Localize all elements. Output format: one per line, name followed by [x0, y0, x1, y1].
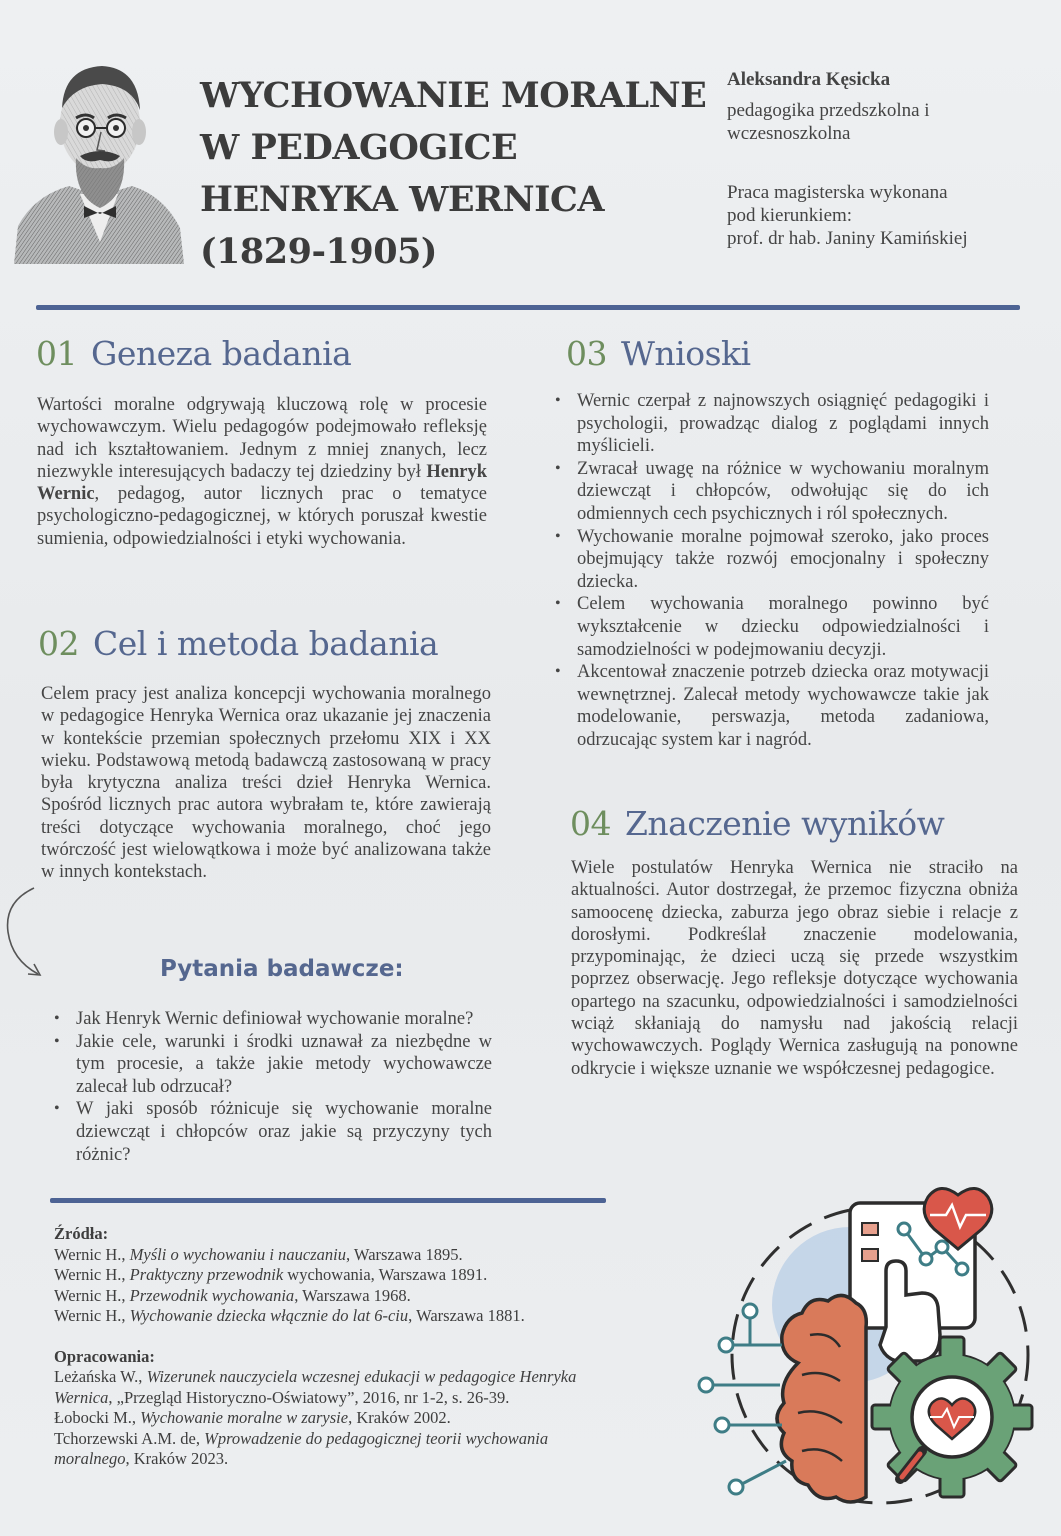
section-title: Geneza badania — [91, 334, 352, 373]
author-name: Aleksandra Kęsicka — [727, 69, 891, 90]
section-title: Znaczenie wyników — [625, 804, 945, 843]
list-item: • Celem wychowania moralnego powinno być wykształcenie w dziecku odpowiedzialności i samodzielności w podejmowaniu decyzji. — [555, 593, 989, 661]
study-item — [54, 1367, 624, 1408]
title-line: (1829-1905) — [200, 231, 437, 272]
text-span: , „Przegląd Historyczno-Oświatowy”, 2016, nr 1-2, s. 26-39. — [108, 1387, 510, 1407]
text-span: Leżańska W., — [54, 1367, 147, 1386]
book-title: Wychowanie moralne w zarysie — [140, 1408, 349, 1427]
highlight-name: Henryk Wernic — [37, 461, 487, 505]
sources-block — [54, 1224, 644, 1470]
list-item: • Akcentował znaczenie potrzeb dziecka oraz motywacji wewnętrznej. Zalecał metody wychowawcze takie jak modelowanie, perswazja, metoda zadaniowa, odrzucając system kar i nagród. — [555, 661, 989, 751]
section-01-text — [37, 394, 487, 550]
text-span: , pedagog, autor licznych prac o tematyce psychologiczno-pedagogicznej, w których poruszał kwestie sumienia, odpowiedzialności i etyki wychowania. — [37, 484, 487, 549]
sources-label: Źródła: — [54, 1224, 109, 1243]
text-span: Wartości moralne odgrywają kluczową rolę w procesie wychowawczym. Wielu pedagogów podejmowało refleksję nad ich kształtowaniem. Jednym z mniej znanych, lecz niezwykle interesujących badaczy tej dziedziny był — [37, 395, 487, 482]
author-block — [727, 68, 1047, 250]
studies-label: Opracowania: — [54, 1346, 155, 1366]
section-02-heading — [38, 624, 438, 663]
list-item: • Jak Henryk Wernic definiował wychowanie moralne? — [54, 1008, 492, 1031]
text-span: Wernic H., — [54, 1265, 130, 1284]
book-title: Wprowadzenie do pedagogicznej teorii wychowania moralnego — [54, 1428, 549, 1468]
source-item — [54, 1286, 644, 1307]
source-item — [54, 1265, 644, 1286]
book-title: Przewodnik wychowania — [129, 1285, 295, 1305]
section-04-text: Wiele postulatów Henryka Wernica nie straciło na aktualności. Autor dostrzegał, że przemoc fizyczna obniża samoocenę dziecka, zaburza jego obraz siebie i relacje z dorosłymi. Podkreślał znaczenie modelowania, przypominając, że dzieci uczą się przede wszystkim poprzez obserwację. Jego refleksje dotyczące wychowania opartego na szacunku, odpowiedzialności i samodzielności wciąż skłaniają do namysłu nad jakością relacji wychowawczych. Poglądy Wernica zasługują na ponowne odkrycie i większe uznanie we współczesnej pedagogice. — [571, 858, 1018, 1079]
list-item: • Wychowanie moralne pojmował szeroko, jako proces obejmujący także rozwój emocjonalny i społeczny dziecka. — [555, 526, 989, 594]
text-span: , Warszawa 1881. — [408, 1306, 525, 1325]
source-item — [54, 1245, 644, 1266]
thesis-line: pod kierunkiem: — [727, 205, 853, 226]
text-span: , Warszawa 1895. — [345, 1244, 463, 1264]
text-span: wychowania, Warszawa 1891. — [283, 1265, 488, 1284]
section-02-text: Celem pracy jest analiza koncepcji wychowania moralnego w pedagogice Henryka Wernica oraz ukazanie jej znaczenia w kontekście przemian społecznych przełomu XIX i XX wieku. Podstawową metodą badawczą zastosowaną w pracy była krytyczna analiza treści dzieł Henryka Wernica. Spośród licznych prac autora wybrałam te, które zawierają treści dotyczące wychowania moralnego, choć jego twórczość jest wielowątkowa i może być analizowana także w innych kontekstach. — [41, 684, 491, 883]
section-03-heading — [566, 334, 751, 373]
conclusions-list — [555, 390, 989, 752]
text-span: Łobocki M., — [54, 1408, 141, 1427]
section-number: 02 — [38, 624, 79, 663]
thesis-line: prof. dr hab. Janiny Kamińskiej — [727, 228, 968, 249]
title-line: W PEDAGOGICE — [200, 127, 518, 168]
portrait-icon — [14, 46, 184, 264]
section-number: 04 — [570, 804, 611, 843]
section-04-heading — [570, 804, 944, 843]
text-span: Wernic H., — [54, 1306, 130, 1325]
book-title: Myśli o wychowaniu i nauczaniu — [129, 1244, 346, 1264]
book-title: Praktyczny przewodnik — [129, 1265, 284, 1284]
text-span: , Warszawa 1968. — [294, 1285, 411, 1305]
title-line: HENRYKA WERNICA — [200, 179, 605, 220]
list-item: • Jakie cele, warunki i środki uznawał za niezbędne w tym procesie, a także jakie metody wychowawcze zalecał lub odrzucał? — [54, 1031, 492, 1099]
study-field-line: wczesnoszkolna — [727, 123, 851, 144]
study-field — [727, 99, 1047, 145]
section-title: Cel i metoda badania — [93, 624, 439, 663]
book-title: Wizerunek nauczyciela wczesnej edukacji w pedagogice Henryka Wernica — [54, 1367, 577, 1407]
questions-heading: Pytania badawcze: — [160, 956, 404, 982]
study-item — [54, 1408, 644, 1429]
section-title: Wnioski — [621, 334, 751, 373]
text-span: , Kraków 2002. — [348, 1408, 451, 1427]
section-number: 03 — [566, 334, 607, 373]
poster-title — [200, 70, 720, 278]
section-number: 01 — [36, 334, 77, 373]
study-item — [54, 1429, 574, 1470]
thesis-info — [727, 181, 1047, 250]
book-title: Wychowanie dziecka włącznie do lat 6-ciu — [129, 1306, 409, 1325]
header-divider — [36, 305, 1020, 310]
curved-arrow-icon — [0, 882, 60, 982]
study-field-line: pedagogika przedszkolna i — [727, 100, 930, 121]
list-item: • Wernic czerpał z najnowszych osiągnięć pedagogiki i psychologii, prowadząc dialog z poglądami innych myślicieli. — [555, 390, 989, 458]
thesis-line: Praca magisterska wykonana — [727, 182, 948, 203]
list-item: • W jaki sposób różnicuje się wychowanie moralne dziewcząt i chłopców oraz jakie są przyczyny tych różnic? — [54, 1098, 492, 1166]
section-01-heading — [36, 334, 351, 373]
text-span: Wernic H., — [54, 1285, 130, 1305]
questions-list — [54, 1008, 492, 1166]
list-item: • Zwracał uwagę na różnice w wychowaniu moralnym dziewcząt i chłopców, odwołując się do ich odmiennych cech psychicznych i ról społecznych. — [555, 458, 989, 526]
text-span: Wernic H., — [54, 1244, 130, 1264]
title-line: WYCHOWANIE MORALNE — [200, 75, 707, 116]
text-span: Tchorzewski A.M. de, — [54, 1428, 205, 1448]
brain-heart-gear-illustration — [690, 1185, 1040, 1515]
source-item — [54, 1306, 644, 1327]
sources-divider — [50, 1198, 606, 1203]
text-span: , Kraków 2023. — [125, 1449, 229, 1468]
